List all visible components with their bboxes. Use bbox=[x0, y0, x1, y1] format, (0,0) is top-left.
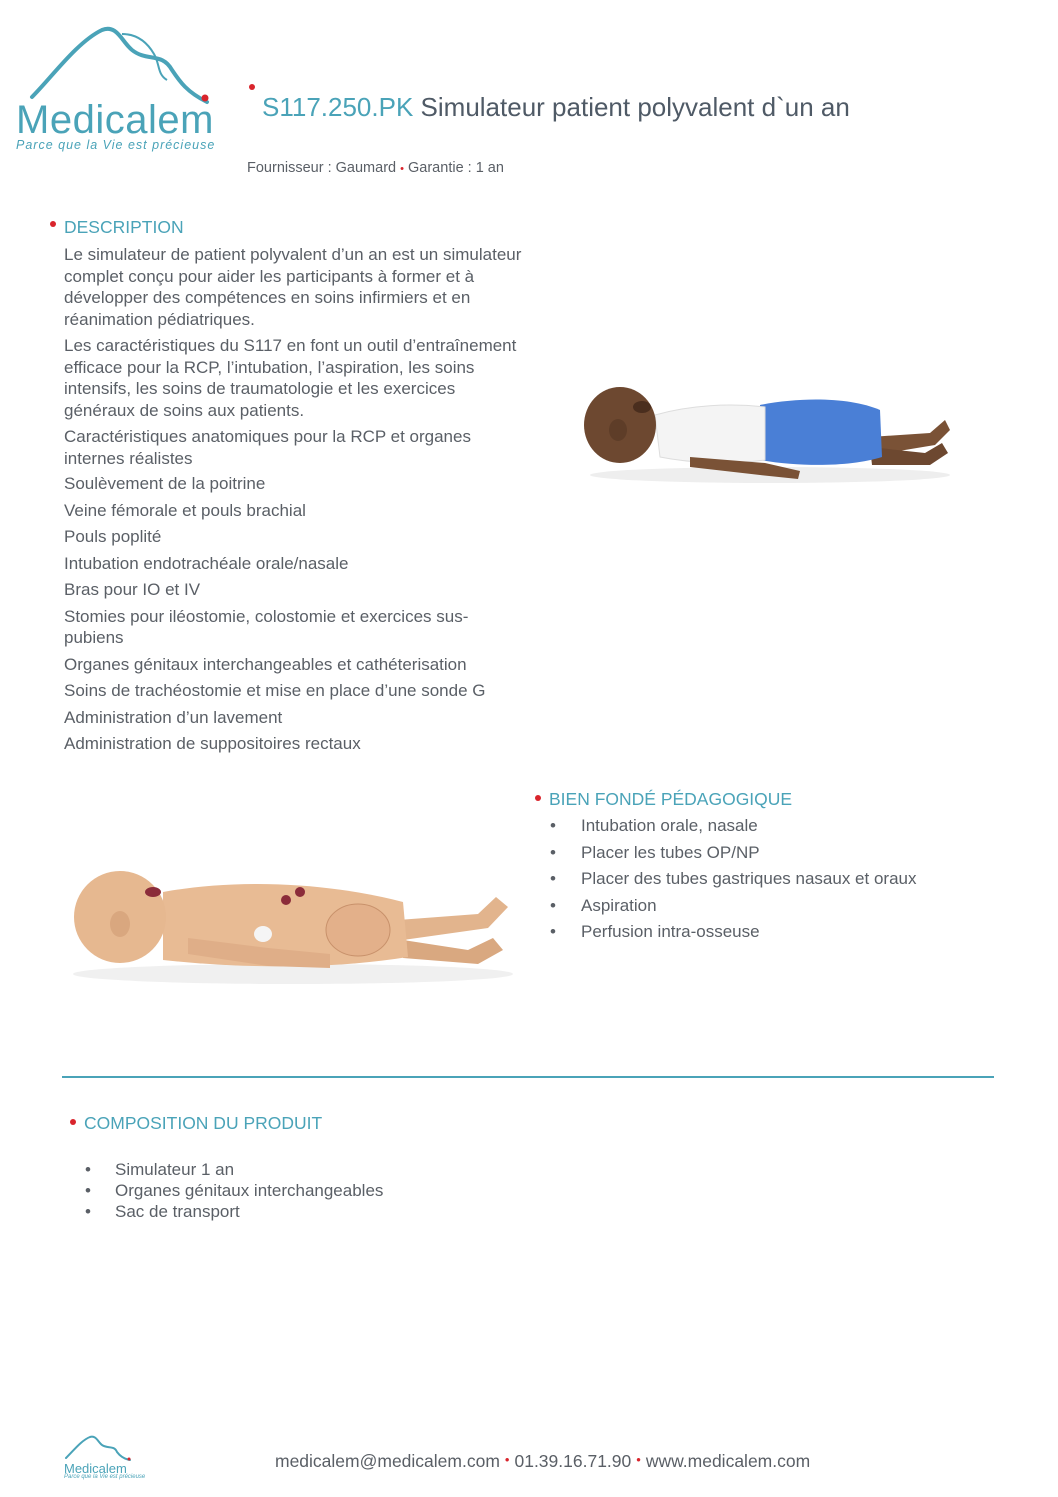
section-divider bbox=[62, 1076, 994, 1078]
brand-tagline: Parce que la Vie est précieuse bbox=[16, 138, 216, 152]
separator-dot-icon: • bbox=[400, 163, 404, 175]
list-item: Bras pour IO et IV bbox=[64, 580, 201, 599]
unclothed-manikin-image bbox=[68, 862, 518, 990]
description-paragraph: Caractéristiques anatomiques pour la RCP et organes internes réalistes bbox=[64, 427, 471, 468]
section-bullet-icon bbox=[50, 221, 56, 227]
pedagogy-heading: BIEN FONDÉ PÉDAGOGIQUE bbox=[549, 789, 793, 809]
list-item: • Placer les tubes OP/NP bbox=[581, 842, 916, 869]
separator-dot-icon: • bbox=[636, 1452, 641, 1467]
list-item: • Perfusion intra-osseuse bbox=[581, 921, 916, 948]
feature-list bbox=[64, 473, 524, 760]
list-item: • Aspiration bbox=[581, 895, 916, 922]
section-bullet-icon bbox=[535, 795, 541, 801]
list-item: • Organes génitaux interchangeables bbox=[115, 1180, 383, 1201]
list-item: • Sac de transport bbox=[115, 1201, 383, 1222]
description-text bbox=[64, 244, 524, 474]
warranty-label: Garantie : 1 an bbox=[408, 160, 504, 176]
list-item: Administration d’un lavement bbox=[64, 707, 283, 727]
list-item: Intubation endotrachéale orale/nasale bbox=[64, 553, 349, 573]
footer-logo-icon bbox=[62, 1434, 134, 1462]
footer-website-link[interactable]: www.medicalem.com bbox=[645, 1451, 811, 1471]
description-heading: DESCRIPTION bbox=[64, 217, 184, 237]
footer-email-link[interactable]: medicalem@medicalem.com bbox=[275, 1451, 500, 1471]
list-item: • Intubation orale, nasale bbox=[581, 815, 916, 842]
footer-contact bbox=[275, 1451, 810, 1472]
page-title bbox=[262, 92, 850, 123]
supplier-line bbox=[247, 160, 504, 176]
list-item: Veine fémorale et pouls brachial bbox=[64, 500, 306, 520]
composition-list bbox=[115, 1159, 383, 1222]
list-item: • Placer des tubes gastriques nasaux et oraux bbox=[581, 868, 916, 895]
separator-dot-icon: • bbox=[504, 1452, 510, 1467]
description-paragraph: Les caractéristiques du S117 en font un outil d’entraînement efficace pour la RCP, l’intubation, l’aspiration, les soins intensifs, les soins de traumatologie et les exercices généraux de soins aux patients. bbox=[64, 336, 517, 420]
product-title: Simulateur patient polyvalent d`un an bbox=[420, 92, 850, 122]
section-bullet-icon bbox=[70, 1119, 76, 1125]
list-item: Stomies pour iléostomie, colostomie et exercices sus-pubiens bbox=[64, 606, 469, 647]
product-code: S117.250.PK bbox=[262, 92, 414, 122]
list-item: Administration de suppositoires rectaux bbox=[64, 734, 361, 753]
clothed-manikin-image bbox=[580, 375, 960, 490]
composition-heading: COMPOSITION DU PRODUIT bbox=[84, 1113, 323, 1133]
footer-phone: 01.39.16.71.90 bbox=[514, 1451, 632, 1471]
brand-name: Medicalem bbox=[16, 98, 214, 142]
list-item: Pouls poplité bbox=[64, 527, 162, 546]
list-item: Organes génitaux interchangeables et cathéterisation bbox=[64, 654, 467, 674]
supplier-label: Fournisseur : Gaumard bbox=[247, 160, 397, 176]
title-bullet-icon bbox=[249, 84, 255, 90]
description-paragraph: Le simulateur de patient polyvalent d’un an est un simulateur complet conçu pour aider les participants à former et à développer des compétences en soins infirmiers et en réanimation pédiatriques. bbox=[64, 245, 522, 329]
pedagogy-list bbox=[581, 815, 916, 948]
list-item: Soulèvement de la poitrine bbox=[64, 474, 266, 493]
list-item: • Simulateur 1 an bbox=[115, 1159, 383, 1180]
footer-logo-tagline: Parce que la Vie est précieuse bbox=[64, 1474, 146, 1480]
footer-logo-name: Medicalem bbox=[64, 1461, 127, 1476]
list-item: Soins de trachéostomie et mise en place d’une sonde G bbox=[64, 681, 486, 700]
